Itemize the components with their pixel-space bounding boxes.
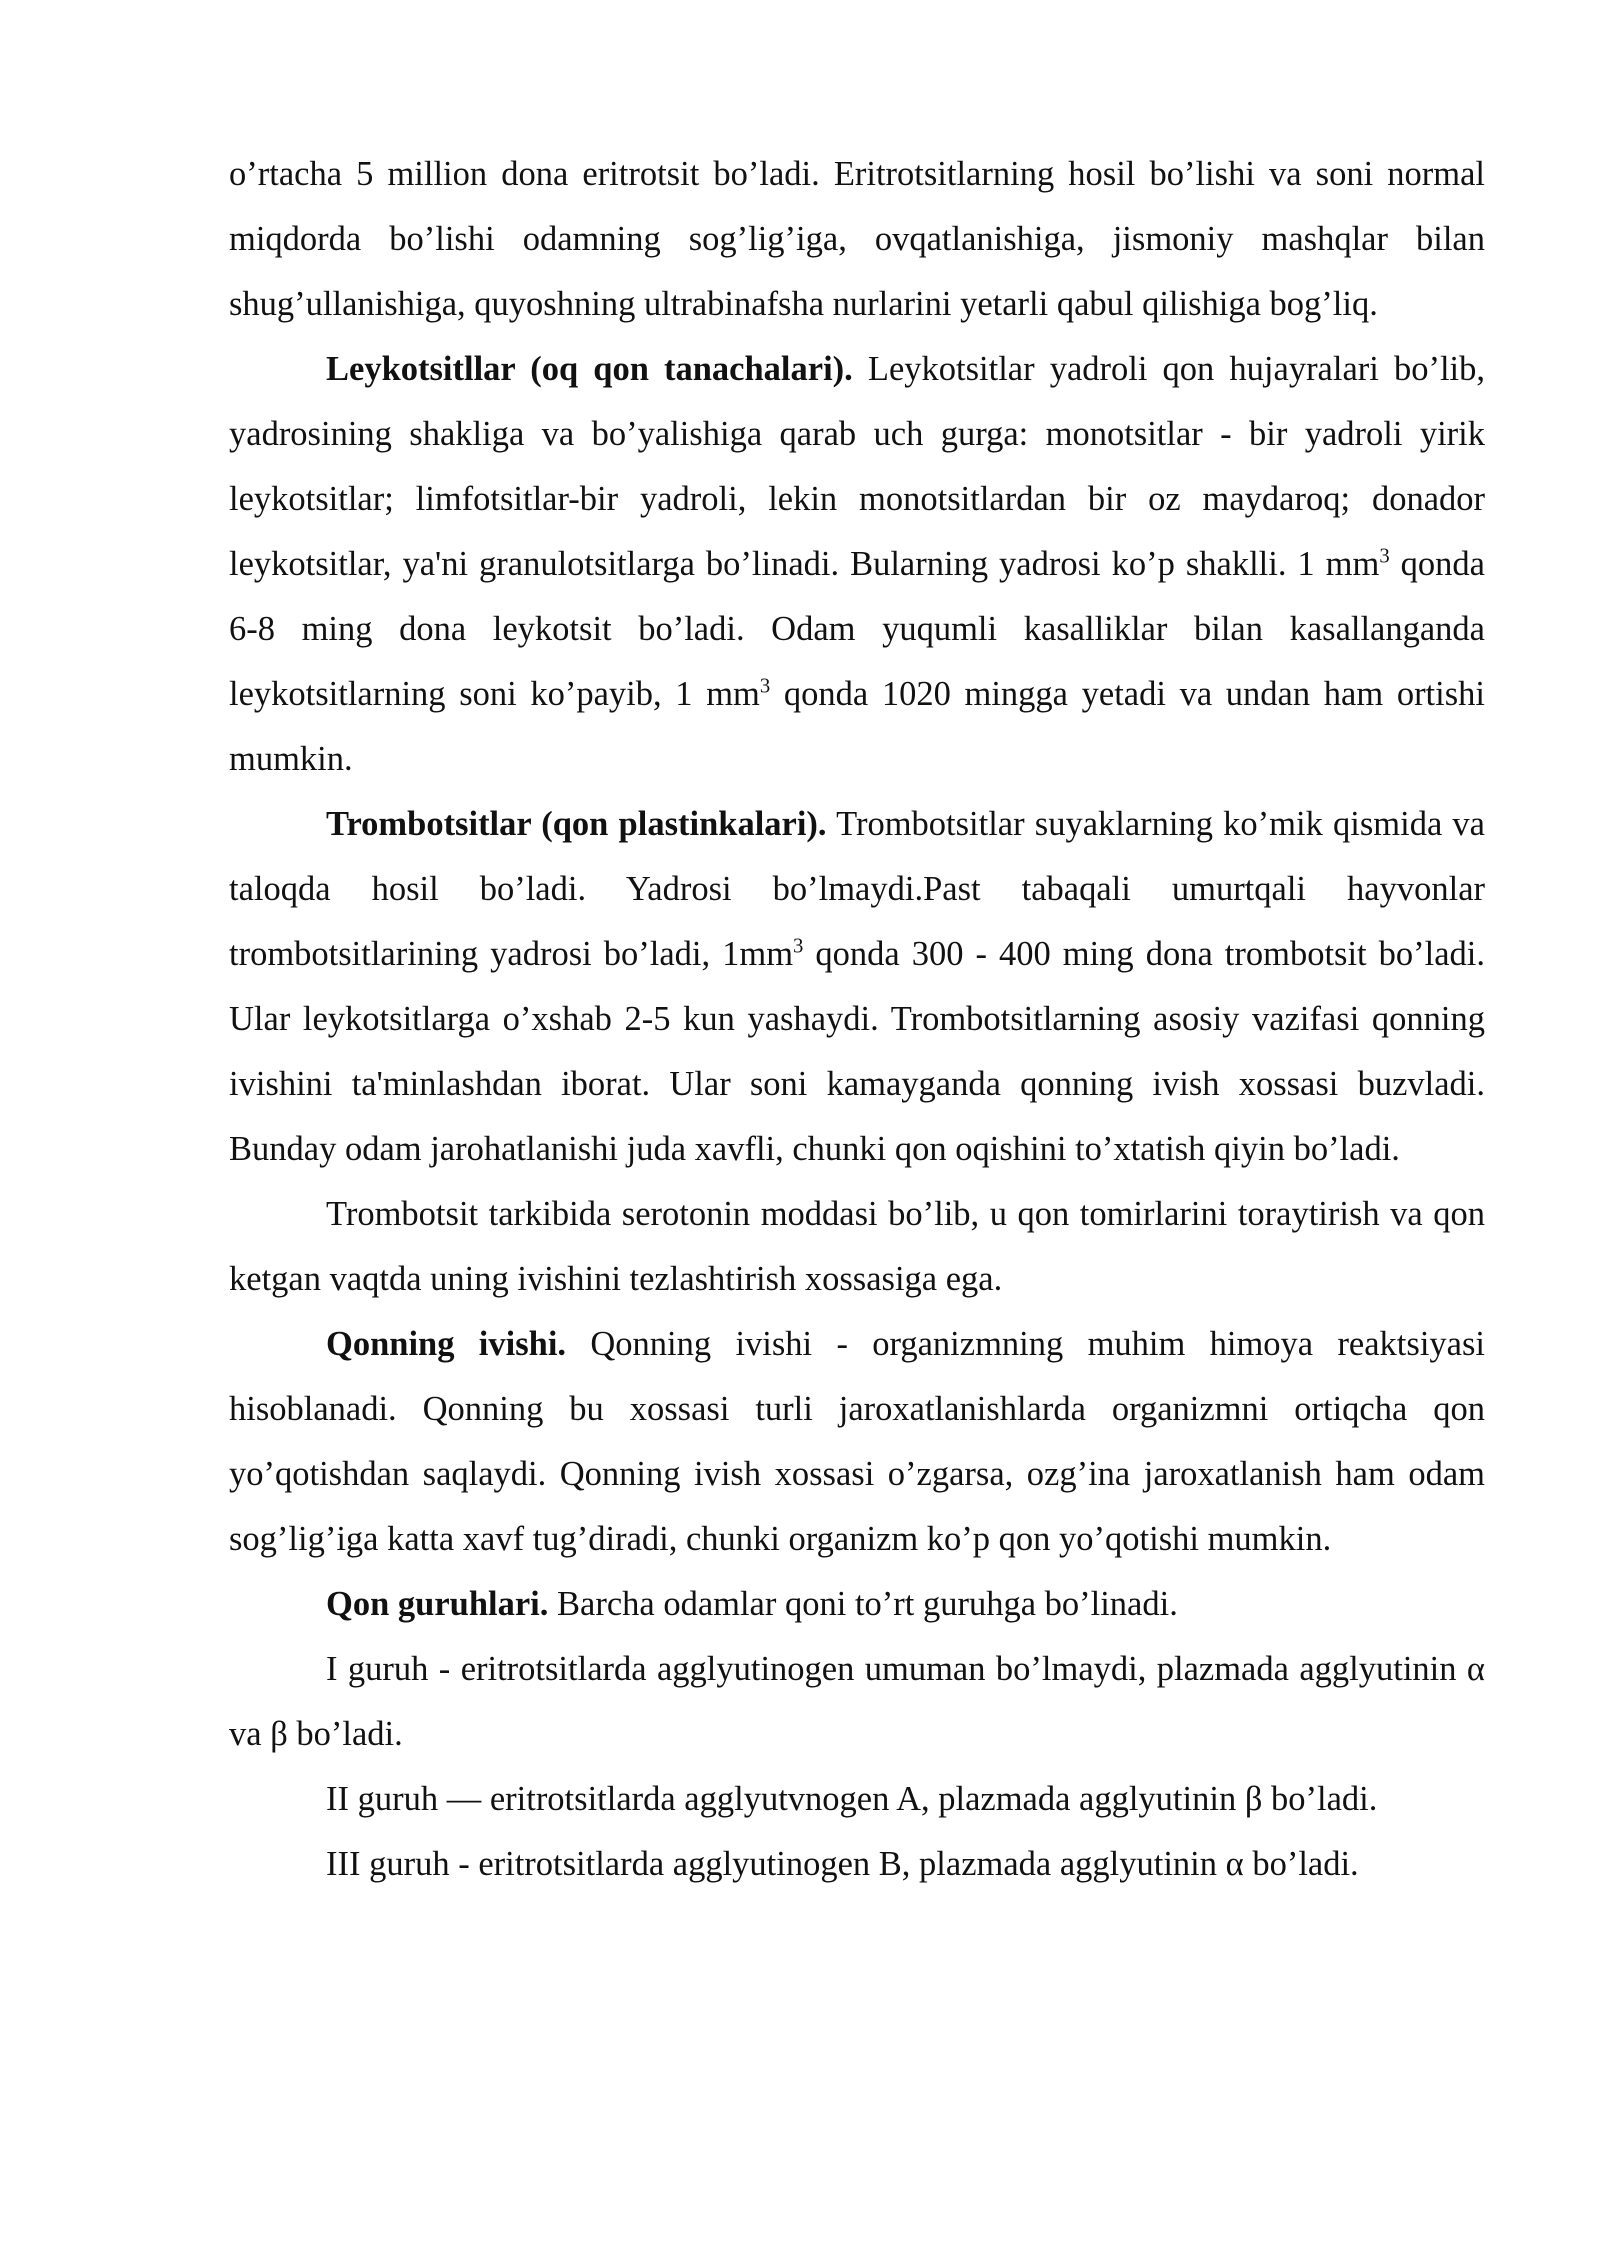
paragraph-text: II guruh — eritrotsitlarda agglyutvnogen A, plazmada agglyutinin β bo’ladi. — [326, 1780, 1378, 1818]
paragraph-erythrocyte-count — [229, 142, 1485, 337]
paragraph-text: qonda 6-8 ming dona leykotsit bo’ladi. Odam yuqumli kasalliklar bilan kasallanganda leykotsitlarning soni ko’payib, 1 mm — [229, 545, 1485, 713]
paragraph-blood-groups — [229, 1572, 1485, 1637]
paragraph-thrombocytes — [229, 792, 1485, 1182]
document-page — [229, 142, 1485, 1897]
superscript-exponent: 3 — [759, 675, 771, 698]
superscript-exponent: 3 — [793, 935, 804, 958]
section-heading-thrombocytes: Trombotsitlar (qon plastinkalari). — [326, 805, 827, 843]
paragraph-group-one — [229, 1637, 1485, 1767]
paragraph-text: Trombotsitlar suyaklarning ko’mik qismida va taloqda hosil bo’ladi. Yadrosi bo’lmaydi.Past tabaqali umurtqali hayvonlar trombotsitlarining yadrosi bo’ladi, 1mm — [229, 805, 1485, 973]
paragraph-serotonin — [229, 1182, 1485, 1312]
paragraph-text: Trombotsit tarkibida serotonin moddasi bo’lib, u qon tomirlarini toraytirish va qon ketgan vaqtda uning ivishini tezlashtirish xossasiga ega. — [229, 1195, 1485, 1298]
paragraph-group-two — [229, 1767, 1485, 1832]
paragraph-group-three — [229, 1832, 1485, 1897]
paragraph-text: qonda 300 - 400 ming dona trombotsit bo’ladi. Ular leykotsitlarga o’xshab 2-5 kun yashaydi. Trombotsitlarning asosiy vazifasi qonning ivishini ta'minlashdan iborat. Ular soni kamayganda qonning ivish xossasi buzvladi. Bunday odam jarohatlanishi juda xavfli, chunki qon oqishini to’xtatish qiyin bo’ladi. — [229, 935, 1485, 1168]
paragraph-text: o’rtacha 5 million dona eritrotsit bo’ladi. Eritrotsitlarning hosil bo’lishi va soni normal miqdorda bo’lishi odamning sog’lig’iga, ovqatlanishiga, jismoniy mashqlar bilan shug’ullanishiga, quyoshning ultrabinafsha nurlarini yetarli qabul qilishiga bog’liq. — [229, 155, 1485, 323]
paragraph-text: Qonning ivishi - organizmning muhim himoya reaktsiyasi hisoblanadi. Qonning bu xossasi turli jaroxatlanishlarda organizmni ortiqcha qon yo’qotishdan saqlaydi. Qonning ivish xossasi o’zgarsa, ozg’ina jaroxatlanish ham odam sog’lig’iga katta xavf tug’diradi, chunki organizm ko’p qon yo’qotishi mumkin. — [229, 1325, 1485, 1558]
paragraph-text: qonda 1020 mingga yetadi va undan ham ortishi mumkin. — [229, 675, 1485, 778]
paragraph-text: I guruh - eritrotsitlarda agglyutinogen umuman bo’lmaydi, plazmada agglyutinin α va β bo’ladi. — [229, 1650, 1485, 1753]
paragraph-blood-clotting — [229, 1312, 1485, 1572]
superscript-exponent: 3 — [1379, 545, 1390, 568]
paragraph-text: Barcha odamlar qoni to’rt guruhga bo’linadi. — [548, 1585, 1178, 1623]
section-heading-blood-clotting: Qonning ivishi. — [326, 1325, 567, 1363]
section-heading-blood-groups: Qon guruhlari. — [326, 1585, 549, 1623]
section-heading-leukocytes: Leykotsitllar (oq qon tanachalari). — [326, 350, 853, 388]
paragraph-leukocytes — [229, 337, 1485, 792]
paragraph-text: III guruh - eritrotsitlarda agglyutinogen B, plazmada agglyutinin α bo’ladi. — [326, 1845, 1359, 1883]
paragraph-text: Leykotsitlar yadroli qon hujayralari bo’lib, yadrosining shakliga va bo’yalishiga qarab uch gurga: monotsitlar - bir yadroli yirik leykotsitlar; limfotsitlar-bir yadroli, lekin monotsitlardan bir oz maydaroq; donador leykotsitlar, ya'ni granulotsitlarga bo’linadi. Bularning yadrosi ko’p shaklli. 1 mm — [229, 350, 1485, 583]
